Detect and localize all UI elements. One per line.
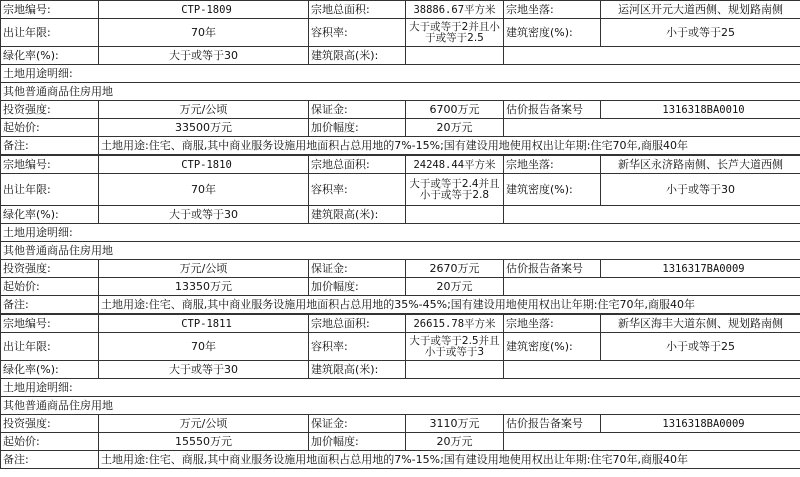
table-row bbox=[1, 333, 800, 361]
use-detail-label: 土地用途明细: bbox=[1, 65, 800, 83]
density-value: 小于或等于25 bbox=[601, 19, 800, 47]
green-label: 绿化率(%): bbox=[1, 206, 99, 224]
total-area-label: 宗地总面积: bbox=[309, 315, 406, 333]
location-label: 宗地坐落: bbox=[504, 315, 601, 333]
height-label: 建筑限高(米): bbox=[309, 47, 406, 65]
empty-cell bbox=[504, 361, 800, 379]
table-row bbox=[1, 451, 800, 469]
plot-ratio-label: 容积率: bbox=[309, 19, 406, 47]
increment-label: 加价幅度: bbox=[309, 433, 406, 451]
height-label: 建筑限高(米): bbox=[309, 361, 406, 379]
table-row bbox=[1, 47, 800, 65]
start-price-label: 起始价: bbox=[1, 433, 99, 451]
empty-cell bbox=[504, 278, 800, 296]
total-area-value: 38886.67平方米 bbox=[406, 1, 504, 19]
density-label: 建筑密度(%): bbox=[504, 19, 601, 47]
table-row bbox=[1, 119, 800, 137]
appraisal-label: 估价报告备案号 bbox=[504, 101, 601, 119]
start-price-label: 起始价: bbox=[1, 278, 99, 296]
density-value: 小于或等于25 bbox=[601, 333, 800, 361]
table-row bbox=[1, 361, 800, 379]
plot-ratio-value: 大于或等于2.4并且小于或等于2.8 bbox=[406, 174, 504, 206]
term-value: 70年 bbox=[99, 333, 309, 361]
green-label: 绿化率(%): bbox=[1, 361, 99, 379]
plot-ratio-value: 大于或等于2并且小于或等于2.5 bbox=[406, 19, 504, 47]
deposit-value: 3110万元 bbox=[406, 415, 504, 433]
term-label: 出让年限: bbox=[1, 333, 99, 361]
remark-value: 土地用途:住宅、商服,其中商业服务设施用地面积占总用地的35%-45%;国有建设用地使用权出让年期:住宅70年,商服40年 bbox=[99, 296, 800, 314]
start-price-value: 13350万元 bbox=[99, 278, 309, 296]
remark-label: 备注: bbox=[1, 296, 99, 314]
term-value: 70年 bbox=[99, 19, 309, 47]
height-value bbox=[406, 206, 504, 224]
deposit-label: 保证金: bbox=[309, 415, 406, 433]
total-area-value: 24248.44平方米 bbox=[406, 156, 504, 174]
empty-cell bbox=[504, 47, 800, 65]
appraisal-label: 估价报告备案号 bbox=[504, 260, 601, 278]
parcel-no-value: CTP-1809 bbox=[99, 1, 309, 19]
term-label: 出让年限: bbox=[1, 174, 99, 206]
table-row bbox=[1, 224, 800, 242]
green-value: 大于或等于30 bbox=[99, 361, 309, 379]
invest-value: 万元/公顷 bbox=[99, 101, 309, 119]
plot-ratio-value: 大于或等于2.5并且小于或等于3 bbox=[406, 333, 504, 361]
use-value: 其他普通商品住房用地 bbox=[1, 242, 800, 260]
table-row bbox=[1, 278, 800, 296]
invest-label: 投资强度: bbox=[1, 260, 99, 278]
appraisal-value: 1316318BA0010 bbox=[601, 101, 800, 119]
table-row bbox=[1, 242, 800, 260]
table-row bbox=[1, 83, 800, 101]
remark-label: 备注: bbox=[1, 137, 99, 155]
table-row bbox=[1, 137, 800, 155]
appraisal-value: 1316318BA0009 bbox=[601, 415, 800, 433]
remark-value: 土地用途:住宅、商服,其中商业服务设施用地面积占总用地的7%-15%;国有建设用地使用权出让年期:住宅70年,商服40年 bbox=[99, 451, 800, 469]
use-detail-label: 土地用途明细: bbox=[1, 379, 800, 397]
plot-ratio-label: 容积率: bbox=[309, 333, 406, 361]
start-price-value: 33500万元 bbox=[99, 119, 309, 137]
remark-label: 备注: bbox=[1, 451, 99, 469]
table-row bbox=[1, 174, 800, 206]
deposit-value: 2670万元 bbox=[406, 260, 504, 278]
location-value: 新华区海丰大道东侧、规划路南侧 bbox=[601, 315, 800, 333]
green-value: 大于或等于30 bbox=[99, 206, 309, 224]
term-label: 出让年限: bbox=[1, 19, 99, 47]
table-row bbox=[1, 379, 800, 397]
table-row bbox=[1, 296, 800, 314]
use-value: 其他普通商品住房用地 bbox=[1, 83, 800, 101]
table-row bbox=[1, 260, 800, 278]
invest-value: 万元/公顷 bbox=[99, 260, 309, 278]
increment-value: 20万元 bbox=[406, 278, 504, 296]
remark-value: 土地用途:住宅、商服,其中商业服务设施用地面积占总用地的7%-15%;国有建设用地使用权出让年期:住宅70年,商服40年 bbox=[99, 137, 800, 155]
table-row bbox=[1, 65, 800, 83]
empty-cell bbox=[504, 433, 800, 451]
table-row bbox=[1, 415, 800, 433]
deposit-label: 保证金: bbox=[309, 101, 406, 119]
increment-value: 20万元 bbox=[406, 119, 504, 137]
table-row bbox=[1, 1, 800, 19]
table-row bbox=[1, 433, 800, 451]
total-area-label: 宗地总面积: bbox=[309, 156, 406, 174]
height-value bbox=[406, 47, 504, 65]
location-value: 运河区开元大道西侧、规划路南侧 bbox=[601, 1, 800, 19]
density-value: 小于或等于30 bbox=[601, 174, 800, 206]
location-value: 新华区永济路南侧、长芦大道西侧 bbox=[601, 156, 800, 174]
height-label: 建筑限高(米): bbox=[309, 206, 406, 224]
table-row bbox=[1, 397, 800, 415]
location-label: 宗地坐落: bbox=[504, 1, 601, 19]
parcel-table bbox=[0, 0, 800, 155]
table-row bbox=[1, 206, 800, 224]
parcel-no-label: 宗地编号: bbox=[1, 315, 99, 333]
increment-label: 加价幅度: bbox=[309, 278, 406, 296]
deposit-label: 保证金: bbox=[309, 260, 406, 278]
invest-label: 投资强度: bbox=[1, 101, 99, 119]
increment-value: 20万元 bbox=[406, 433, 504, 451]
increment-label: 加价幅度: bbox=[309, 119, 406, 137]
parcel-table bbox=[0, 314, 800, 469]
start-price-label: 起始价: bbox=[1, 119, 99, 137]
table-row bbox=[1, 101, 800, 119]
invest-value: 万元/公顷 bbox=[99, 415, 309, 433]
use-detail-label: 土地用途明细: bbox=[1, 224, 800, 242]
green-value: 大于或等于30 bbox=[99, 47, 309, 65]
parcel-no-label: 宗地编号: bbox=[1, 156, 99, 174]
invest-label: 投资强度: bbox=[1, 415, 99, 433]
height-value bbox=[406, 361, 504, 379]
use-value: 其他普通商品住房用地 bbox=[1, 397, 800, 415]
empty-cell bbox=[504, 206, 800, 224]
parcel-no-value: CTP-1810 bbox=[99, 156, 309, 174]
table-row bbox=[1, 156, 800, 174]
density-label: 建筑密度(%): bbox=[504, 333, 601, 361]
table-row bbox=[1, 315, 800, 333]
green-label: 绿化率(%): bbox=[1, 47, 99, 65]
appraisal-value: 1316317BA0009 bbox=[601, 260, 800, 278]
appraisal-label: 估价报告备案号 bbox=[504, 415, 601, 433]
parcel-table bbox=[0, 155, 800, 314]
empty-cell bbox=[504, 119, 800, 137]
total-area-label: 宗地总面积: bbox=[309, 1, 406, 19]
total-area-value: 26615.78平方米 bbox=[406, 315, 504, 333]
parcel-no-value: CTP-1811 bbox=[99, 315, 309, 333]
table-row bbox=[1, 19, 800, 47]
parcel-no-label: 宗地编号: bbox=[1, 1, 99, 19]
start-price-value: 15550万元 bbox=[99, 433, 309, 451]
plot-ratio-label: 容积率: bbox=[309, 174, 406, 206]
location-label: 宗地坐落: bbox=[504, 156, 601, 174]
term-value: 70年 bbox=[99, 174, 309, 206]
deposit-value: 6700万元 bbox=[406, 101, 504, 119]
density-label: 建筑密度(%): bbox=[504, 174, 601, 206]
